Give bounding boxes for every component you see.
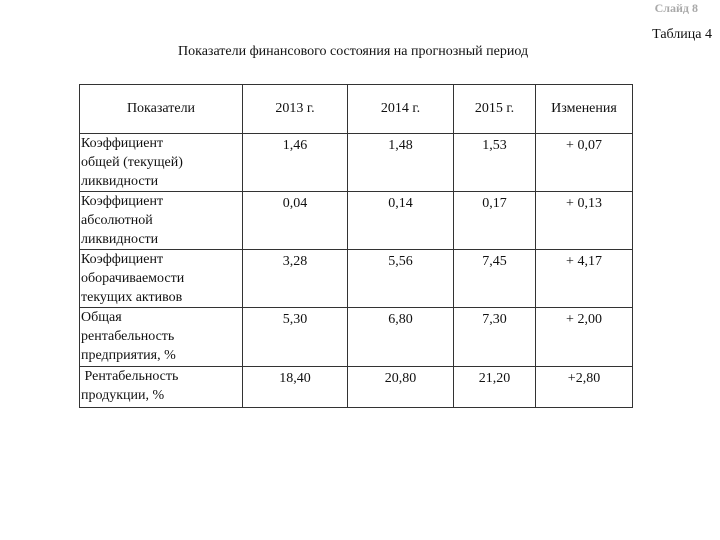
document-title: Показатели финансового состояния на прогнозный период (178, 44, 529, 59)
value-2013: 5,30 (243, 308, 348, 367)
table-header-row (80, 85, 633, 134)
indicator-name-line: оборачиваемости (81, 271, 185, 286)
header-2013: 2013 г. (243, 85, 348, 134)
indicator-name-line: ликвидности (81, 174, 159, 189)
table-row (80, 134, 633, 192)
indicator-name-line: ликвидности (81, 232, 159, 247)
indicator-name-line: общей (текущей) (81, 155, 183, 170)
indicator-name-line: Коэффициент (81, 136, 164, 151)
indicator-name-line: предприятия, % (81, 348, 176, 363)
table-row (80, 367, 633, 408)
indicator-name-line: текущих активов (81, 290, 183, 305)
header-indicators: Показатели (80, 85, 243, 134)
financial-indicators-table (79, 84, 633, 408)
value-change: + 0,07 (536, 134, 633, 192)
value-2013: 18,40 (243, 367, 348, 408)
slide-number: Слайд 8 (654, 1, 698, 15)
value-2015: 21,20 (454, 367, 536, 408)
value-change: +2,80 (536, 367, 633, 408)
value-2013: 3,28 (243, 250, 348, 308)
table-row (80, 308, 633, 367)
indicator-name-line: продукции, % (81, 388, 165, 403)
header-2015: 2015 г. (454, 85, 536, 134)
indicator-name-cell (80, 308, 243, 367)
value-2014: 5,56 (348, 250, 454, 308)
value-2015: 7,45 (454, 250, 536, 308)
indicator-name-line: Коэффициент (81, 194, 164, 209)
indicator-name-line: Общая (81, 310, 122, 325)
table-row (80, 250, 633, 308)
indicator-name-cell (80, 134, 243, 192)
indicator-name-cell (80, 367, 243, 408)
value-2015: 7,30 (454, 308, 536, 367)
header-changes: Изменения (536, 85, 633, 134)
table-caption: Таблица 4 (652, 27, 712, 42)
indicator-name-line: Рентабельность (81, 369, 179, 384)
table-row (80, 192, 633, 250)
indicator-name-line: Коэффициент (81, 252, 164, 267)
value-2014: 20,80 (348, 367, 454, 408)
indicator-name-line: рентабельность (81, 329, 175, 344)
value-change: + 0,13 (536, 192, 633, 250)
value-2013: 1,46 (243, 134, 348, 192)
value-2013: 0,04 (243, 192, 348, 250)
value-2014: 0,14 (348, 192, 454, 250)
indicator-name-cell (80, 192, 243, 250)
value-change: + 4,17 (536, 250, 633, 308)
value-change: + 2,00 (536, 308, 633, 367)
value-2015: 0,17 (454, 192, 536, 250)
header-2014: 2014 г. (348, 85, 454, 134)
value-2014: 6,80 (348, 308, 454, 367)
value-2014: 1,48 (348, 134, 454, 192)
indicator-name-cell (80, 250, 243, 308)
value-2015: 1,53 (454, 134, 536, 192)
indicator-name-line: абсолютной (81, 213, 153, 228)
